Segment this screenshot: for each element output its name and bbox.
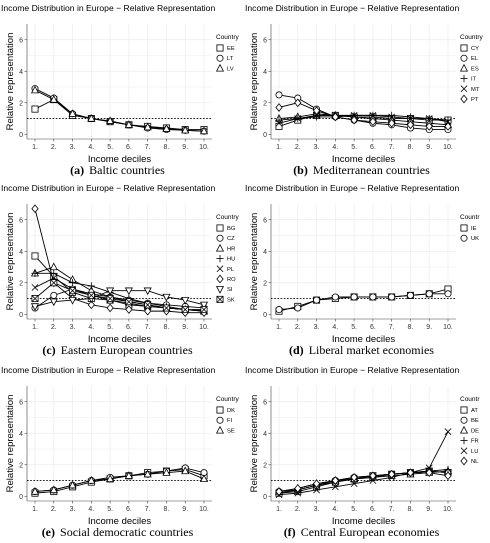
x-axis-label: Income deciles [87,334,152,345]
data-point-uk [370,294,376,300]
legend-label: PT [471,97,479,103]
legend-item [217,417,233,424]
x-tick-label: 4. [88,324,95,331]
x-tick-label: 2. [294,144,301,151]
legend-label: HR [227,246,236,253]
x-tick-label: 5. [351,144,358,151]
x-tick-label: 1. [276,324,282,331]
legend-item [461,86,480,93]
x-tick-label: 7. [388,144,395,151]
data-point-uk [313,297,319,303]
x-tick-label: 1. [276,144,282,151]
legend-item [216,255,235,263]
legend-key-cy-icon [461,45,467,51]
panel-letter: (c) [42,343,56,357]
legend-label: EL [471,56,479,63]
legend-item [217,296,235,303]
y-tick-label: 6 [19,217,23,225]
data-point-sk [163,305,169,311]
x-tick-label: 7. [144,506,151,513]
legend-key-ie-icon [461,225,467,231]
legend-item [217,245,236,253]
x-axis-label: Income deciles [331,516,396,527]
legend-label: FI [227,418,233,425]
data-point-sk [69,288,75,294]
x-tick-label: 2. [294,506,301,513]
panel-social-democratic [1,365,240,539]
y-tick-label: 2 [263,100,267,108]
x-tick-label: 10. [199,324,209,331]
x-tick-label: 10. [199,144,209,151]
x-tick-label: 4. [332,144,339,151]
legend-label: BE [471,418,479,425]
legend-key-hu-icon [216,255,223,262]
panel-caption-text: Liberal market economies [308,343,434,357]
legend-key-be-icon [461,417,467,423]
legend-title: Country [216,214,239,221]
x-axis-label: Income deciles [331,334,396,345]
panel-liberal-market [245,183,480,357]
x-tick-label: 6. [369,506,376,513]
x-tick-label: 9. [426,506,433,513]
legend-item [217,287,233,294]
data-point-el [276,92,282,98]
x-tick-label: 8. [407,506,414,513]
y-tick-label: 6 [263,399,267,407]
legend-key-ee-icon [217,45,223,51]
panel-central-european [245,365,480,539]
y-tick-label: 2 [263,462,267,470]
x-tick-label: 2. [294,324,301,331]
legend-label: SI [227,287,233,294]
legend-item [217,427,235,435]
x-tick-label: 1. [276,506,282,513]
data-point-uk [332,294,338,300]
y-tick-label: 2 [19,280,23,288]
y-tick-label: 6 [263,37,267,45]
x-axis-label: Income deciles [331,154,396,165]
legend-item [461,55,479,62]
legend-item [217,407,235,414]
legend-item [217,55,234,62]
y-tick-label: 2 [19,462,23,470]
legend-key-el-icon [461,55,467,61]
legend-item [460,437,478,445]
x-tick-label: 9. [426,324,433,331]
plot-area [27,24,212,139]
x-tick-label: 5. [351,324,358,331]
chart-title: Income Distribution in Europe − Relative Representation [1,3,216,13]
legend-item [461,448,479,455]
legend-label: LV [227,66,234,73]
x-tick-label: 10. [443,144,453,151]
legend-key-uk-icon [461,235,467,241]
plot-area [27,386,212,501]
data-point-sk [201,306,207,312]
y-tick-label: 4 [19,248,23,256]
y-tick-label: 0 [19,311,23,319]
x-tick-label: 3. [69,324,76,331]
data-point-bg [32,253,38,259]
legend-key-sk-icon [217,296,223,302]
x-tick-label: 7. [144,324,151,331]
x-tick-label: 6. [125,506,132,513]
x-tick-label: 8. [407,144,414,151]
data-point-uk [351,294,357,300]
legend-key-hr-icon [217,245,224,251]
x-tick-label: 1. [32,144,38,151]
x-tick-label: 5. [351,506,358,513]
data-point-ee [32,106,38,112]
data-point-uk [407,292,413,298]
x-tick-label: 8. [163,144,170,151]
x-tick-label: 5. [107,324,114,331]
panel-caption [42,525,194,539]
legend-label: CY [471,46,480,52]
data-point-sk [145,302,151,308]
legend-label: UK [471,236,480,243]
legend-title: Countr [460,396,480,403]
legend-item [460,75,476,83]
data-point-sk [51,280,57,286]
legend-label: LU [471,448,479,455]
legend-label: ES [471,66,479,73]
legend-item [217,225,236,232]
legend-title: Country [460,34,483,41]
legend-key-mt-icon [461,86,467,92]
panel-caption-text: Central European economies [300,525,440,539]
x-tick-label: 7. [388,324,395,331]
x-tick-label: 1. [32,324,38,331]
y-axis-label: Relative representation [5,32,16,131]
legend-label: SE [227,428,235,435]
data-point-sk [88,292,94,298]
data-point-sk [32,295,38,301]
legend-label: MT [471,86,480,93]
x-tick-label: 7. [388,506,395,513]
panel-letter: (e) [41,525,56,539]
chart-title: Income Distribution in Europe − Relative Representation [1,183,216,193]
legend-item [217,45,235,52]
legend-label: HU [227,256,236,263]
legend-key-bg-icon [217,225,223,231]
y-tick-label: 4 [263,430,267,438]
legend-key-dk-icon [217,407,223,413]
y-tick-label: 4 [263,68,267,76]
legend-label: EE [227,46,235,52]
panel-letter: (f) [283,525,296,539]
legend-key-at-icon [461,407,467,413]
y-tick-label: 0 [19,493,23,501]
panel-caption-text: Mediterranean countries [312,163,430,177]
y-tick-label: 0 [263,131,267,139]
legend-item [461,225,477,232]
x-tick-label: 8. [163,324,170,331]
x-tick-label: 2. [50,324,57,331]
legend-key-se-icon [217,427,224,433]
x-tick-label: 5. [107,144,114,151]
panel-eastern-european [1,183,240,357]
x-tick-label: 10. [199,506,209,513]
legend-item [217,65,234,73]
legend-key-es-icon [461,65,468,71]
x-tick-label: 6. [125,144,132,151]
legend-item [217,235,235,242]
legend-key-lv-icon [217,65,224,71]
data-point-uk [276,306,282,312]
x-tick-label: 3. [69,506,76,513]
panel-caption [293,163,430,177]
legend-key-cz-icon [217,235,223,241]
y-tick-label: 0 [263,493,267,501]
x-tick-label: 9. [182,144,189,151]
x-tick-label: 4. [332,506,339,513]
legend-key-pt-icon [461,95,467,102]
x-tick-label: 3. [69,144,76,151]
legend-item [461,95,479,103]
y-tick-label: 2 [263,280,267,288]
x-tick-label: 8. [407,324,414,331]
y-tick-label: 4 [19,68,23,76]
y-tick-label: 0 [19,131,23,139]
legend-key-nl-icon [461,457,467,464]
legend-label: CZ [227,236,235,243]
y-tick-label: 6 [19,399,23,407]
legend-label: IE [471,226,477,232]
x-tick-label: 9. [426,144,433,151]
legend-key-si-icon [217,287,224,293]
x-tick-label: 4. [88,506,95,513]
x-tick-label: 4. [88,144,95,151]
legend-key-lt-icon [217,55,223,61]
legend-label: SK [227,297,235,304]
legend-item [217,266,235,273]
panel-baltic [1,3,240,177]
panel-letter: (b) [293,163,308,177]
legend-label: IT [471,76,477,83]
legend-key-de-icon [461,427,468,433]
legend-label: DE [471,428,480,435]
legend-key-fr-icon [460,437,467,444]
legend-label: NL [471,459,479,465]
x-tick-label: 9. [182,324,189,331]
panel-letter: (a) [70,163,85,177]
panel-letter: (d) [289,343,304,357]
y-tick-label: 6 [263,217,267,225]
y-axis-label: Relative representation [249,212,260,311]
legend-key-fi-icon [217,417,223,423]
y-axis-label: Relative representation [249,394,260,493]
panel-caption-text: Social democratic countries [60,525,194,539]
y-axis-label: Relative representation [5,394,16,493]
data-point-cz [51,292,57,298]
x-axis-label: Income deciles [87,516,152,527]
data-point-uk [426,291,432,297]
chart-title: Income Distribution in Europe − Relative Representation [245,365,460,375]
legend-item [461,457,479,465]
legend-item [461,427,480,435]
x-tick-label: 1. [32,506,38,513]
plot-area [271,386,456,501]
y-tick-label: 0 [263,311,267,319]
legend-label: FR [471,438,479,445]
x-tick-label: 2. [50,144,57,151]
y-axis-label: Relative representation [249,32,260,131]
x-tick-label: 2. [50,506,57,513]
data-point-uk [389,294,395,300]
x-axis-label: Income deciles [87,154,152,165]
panel-caption-text: Eastern European countries [60,343,193,357]
legend-item [461,417,479,424]
plot-area [271,204,456,319]
data-point-uk [445,291,451,297]
y-axis-label: Relative representation [5,212,16,311]
y-tick-label: 4 [263,248,267,256]
legend-label: BG [227,226,236,232]
x-tick-label: 3. [313,144,320,151]
data-point-cy [276,123,282,129]
legend-title: Countr [460,214,480,221]
panel-caption-text: Baltic countries [89,163,165,177]
y-tick-label: 4 [19,430,23,438]
legend-key-lu-icon [461,448,467,454]
legend-item [461,45,479,52]
legend-item [461,235,479,242]
chart-title: Income Distribution in Europe − Relative Representation [1,365,216,375]
x-tick-label: 7. [144,144,151,151]
x-tick-label: 6. [369,324,376,331]
data-point-sk [107,295,113,301]
panel-caption [284,525,440,539]
legend-label: AT [471,408,478,414]
x-tick-label: 6. [369,144,376,151]
data-point-sk [182,306,188,312]
legend-label: RO [227,277,236,283]
x-tick-label: 8. [163,506,170,513]
y-tick-label: 2 [19,100,23,108]
x-tick-label: 9. [182,506,189,513]
y-tick-label: 6 [19,37,23,45]
chart-title: Income Distribution in Europe − Relative Representation [245,183,460,193]
legend-title: Country [216,34,239,41]
legend-item [461,407,479,414]
legend-title: Country [216,396,239,403]
legend-item [217,275,236,283]
legend-label: DK [227,408,236,414]
data-point-uk [295,305,301,311]
x-tick-label: 3. [313,506,320,513]
legend-item [461,65,479,73]
panel-caption [42,343,193,357]
x-tick-label: 4. [332,324,339,331]
legend-key-ro-icon [217,275,223,282]
panel-mediterranean [245,3,484,177]
data-point-sk [126,299,132,305]
x-tick-label: 10. [443,506,453,513]
x-tick-label: 5. [107,506,114,513]
x-tick-label: 6. [125,324,132,331]
panel-caption [289,343,434,357]
x-tick-label: 10. [443,324,453,331]
legend-key-pl-icon [217,266,223,272]
legend-key-it-icon [460,75,467,82]
x-tick-label: 3. [313,324,320,331]
legend-label: PL [227,266,235,273]
legend-label: LT [227,56,234,63]
chart-title: Income Distribution in Europe − Relative Representation [245,3,460,13]
panel-caption [70,163,165,177]
